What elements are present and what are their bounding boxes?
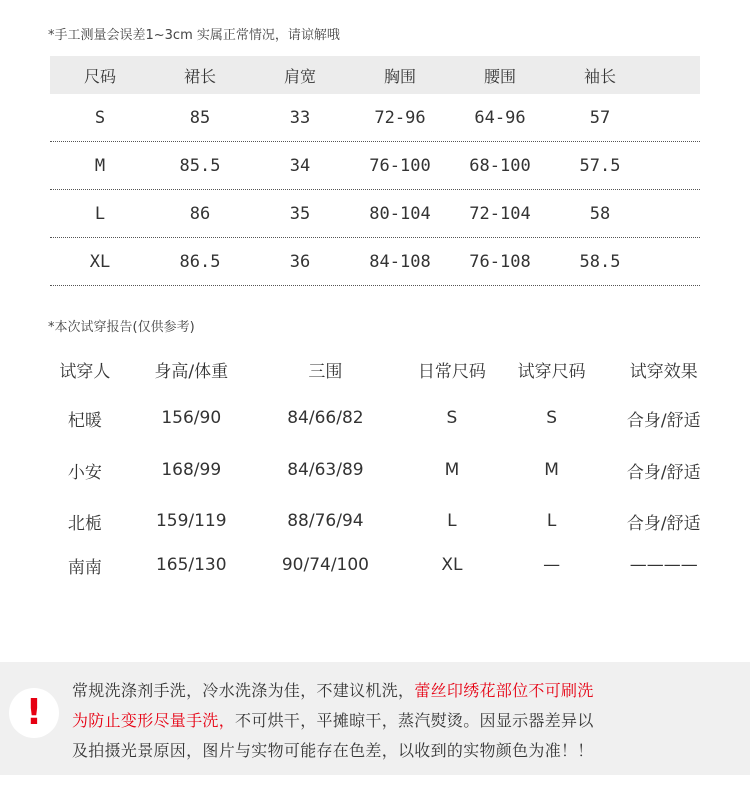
care-text: 常规洗涤剂手洗，冷水洗涤为佳，不建议机洗，	[72, 681, 415, 700]
size-table-row	[50, 238, 700, 286]
size-table-row	[50, 142, 700, 190]
size-cell: 57.5	[579, 155, 621, 176]
size-cell: 34	[289, 155, 311, 176]
try-cell: 合身/舒适	[626, 513, 701, 534]
try-cell: 南南	[67, 557, 102, 578]
try-cell: 165/130	[155, 555, 227, 575]
size-table-row	[50, 94, 700, 142]
try-cell: 168/99	[161, 460, 222, 480]
try-cell: 合身/舒适	[626, 410, 701, 431]
care-warning-text: 为防止变形尽量手洗，	[72, 711, 236, 730]
size-cell: 35	[289, 203, 311, 224]
try-cell: 小安	[67, 462, 102, 483]
try-header-cell: 试穿尺码	[517, 361, 586, 382]
care-line-3: 及拍摄光景原因，图片与实物可能存在色差，以收到的实物颜色为准！！	[72, 741, 594, 760]
size-cell: 57	[589, 107, 611, 128]
try-cell: L	[546, 511, 557, 531]
size-header-cell: 尺码	[83, 66, 116, 86]
try-cell: 合身/舒适	[626, 462, 701, 483]
warning-icon	[9, 688, 59, 738]
size-table-row	[50, 190, 700, 238]
try-header-cell: 身高/体重	[154, 361, 229, 382]
try-report-table	[36, 346, 726, 584]
try-report-note: *本次试穿报告(仅供参考)	[48, 320, 195, 335]
try-cell: 88/76/94	[287, 511, 364, 531]
try-header-cell: 日常尺码	[417, 361, 486, 382]
size-header-cell: 腰围	[483, 66, 516, 86]
size-cell: 80-104	[369, 203, 431, 224]
size-cell: 58	[589, 203, 611, 224]
try-table-row	[36, 392, 726, 444]
care-warning-text: 蕾丝印绣花部位不可刷洗	[414, 681, 594, 700]
size-cell: XL	[89, 251, 111, 272]
try-cell: 156/90	[161, 408, 222, 428]
size-cell: 84-108	[369, 251, 431, 272]
size-cell: 72-96	[374, 107, 426, 128]
size-header-cell: 裙长	[183, 66, 216, 86]
size-table	[50, 56, 700, 286]
size-cell: 36	[289, 251, 311, 272]
care-line-1	[72, 678, 594, 701]
size-header-cell: 袖长	[583, 66, 616, 86]
size-header-cell: 肩宽	[283, 66, 316, 86]
size-cell: 76-108	[469, 251, 531, 272]
try-table-row	[36, 444, 726, 496]
try-cell: L	[447, 511, 457, 531]
try-header-cell: 三围	[308, 361, 343, 382]
try-table-row	[36, 546, 726, 584]
try-cell: —	[543, 555, 561, 575]
size-cell: 76-100	[369, 155, 431, 176]
try-table-row	[36, 496, 726, 546]
try-cell: 90/74/100	[281, 555, 369, 575]
try-cell: S	[446, 408, 458, 428]
size-cell: 86	[189, 203, 211, 224]
try-cell: M	[444, 460, 460, 480]
try-cell: ————	[629, 555, 698, 575]
exclamation-mark: !	[25, 692, 43, 733]
try-header-cell: 试穿人	[59, 361, 111, 382]
try-cell: 北栀	[67, 513, 102, 534]
size-cell: 33	[289, 107, 311, 128]
size-cell: S	[94, 107, 106, 128]
size-cell: 58.5	[579, 251, 621, 272]
size-header-cell: 胸围	[383, 66, 416, 86]
try-cell: 159/119	[155, 511, 227, 531]
size-table-header	[50, 56, 700, 94]
size-cell: 72-104	[469, 203, 531, 224]
size-cell: 85.5	[179, 155, 221, 176]
care-instructions	[0, 662, 750, 775]
try-table-header	[36, 346, 726, 392]
care-line-2	[72, 708, 594, 731]
try-header-cell: 试穿效果	[629, 361, 698, 382]
size-measure-note: *手工测量会误差1~3cm 实属正常情况，请谅解哦	[48, 28, 340, 43]
try-cell: 84/66/82	[287, 408, 364, 428]
try-cell: XL	[441, 555, 463, 575]
size-cell: M	[94, 155, 106, 176]
try-cell: M	[544, 460, 559, 480]
care-text: 不可烘干，平摊晾干，蒸汽熨烫。因显示器差异以	[235, 711, 594, 730]
size-cell: L	[94, 203, 106, 224]
size-cell: 85	[189, 107, 211, 128]
size-cell: 86.5	[179, 251, 221, 272]
try-cell: 杞暖	[67, 410, 102, 431]
size-cell: 64-96	[474, 107, 526, 128]
try-cell: 84/63/89	[287, 460, 364, 480]
try-cell: S	[546, 408, 557, 428]
size-cell: 68-100	[469, 155, 531, 176]
